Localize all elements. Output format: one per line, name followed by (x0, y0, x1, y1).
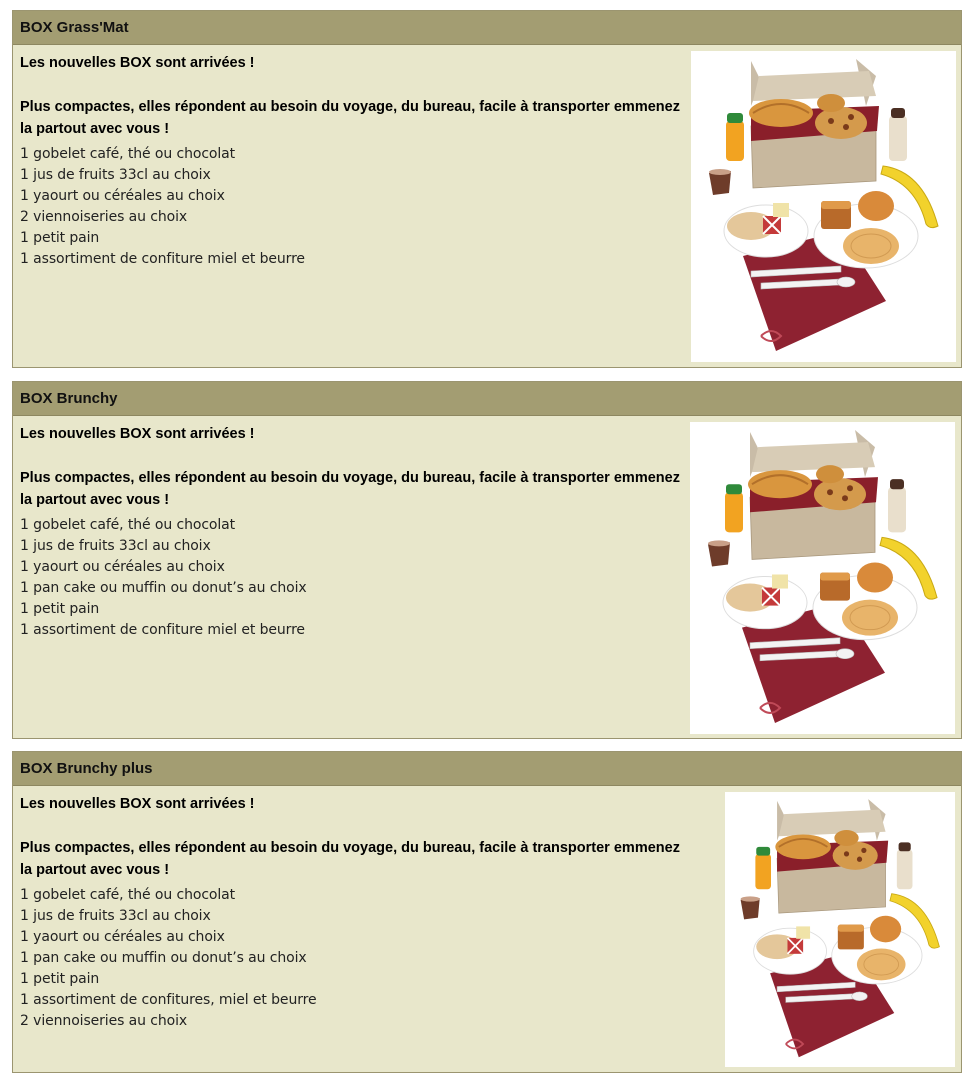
list-item: 1 petit pain (20, 971, 100, 987)
box-intro (20, 52, 685, 140)
box-title: BOX Grass'Mat (13, 11, 961, 45)
list-item: 1 yaourt ou céréales au choix (20, 559, 225, 575)
breakfast-box-photo (691, 51, 956, 362)
list-item: 1 jus de fruits 33cl au choix (20, 167, 211, 183)
list-item: 1 yaourt ou céréales au choix (20, 929, 225, 945)
list-item: 2 viennoiseries au choix (20, 209, 188, 225)
breakfast-box-photo (725, 792, 955, 1067)
list-item: 2 viennoiseries au choix (20, 1013, 188, 1029)
list-item: 1 petit pain (20, 601, 100, 617)
box-title: BOX Brunchy (13, 382, 961, 416)
box-headline: Les nouvelles BOX sont arrivées ! (20, 796, 255, 812)
list-item: 1 assortiment de confiture miel et beurre (20, 251, 305, 267)
list-item: 1 petit pain (20, 230, 100, 246)
list-item: 1 pan cake ou muffin ou donut’s au choix (20, 580, 307, 596)
box-description: Plus compactes, elles répondent au besoin du voyage, du bureau, facile à transporter emmenez la partout avec vous ! (20, 840, 680, 878)
list-item: 1 jus de fruits 33cl au choix (20, 908, 211, 924)
box-description: Plus compactes, elles répondent au besoin du voyage, du bureau, facile à transporter emmenez la partout avec vous ! (20, 470, 680, 508)
box-card-brunchy (12, 381, 962, 739)
box-card-brunchy-plus (12, 751, 962, 1073)
box-intro (20, 793, 685, 881)
box-headline: Les nouvelles BOX sont arrivées ! (20, 55, 255, 71)
list-item: 1 gobelet café, thé ou chocolat (20, 146, 236, 162)
box-intro (20, 423, 685, 511)
box-headline: Les nouvelles BOX sont arrivées ! (20, 426, 255, 442)
list-item: 1 yaourt ou céréales au choix (20, 188, 225, 204)
breakfast-box-photo (690, 422, 955, 734)
list-item: 1 gobelet café, thé ou chocolat (20, 517, 236, 533)
list-item: 1 gobelet café, thé ou chocolat (20, 887, 236, 903)
list-item: 1 jus de fruits 33cl au choix (20, 538, 211, 554)
list-item: 1 assortiment de confiture miel et beurre (20, 622, 305, 638)
box-description: Plus compactes, elles répondent au besoin du voyage, du bureau, facile à transporter emmenez la partout avec vous ! (20, 99, 680, 137)
box-title: BOX Brunchy plus (13, 752, 961, 786)
list-item: 1 pan cake ou muffin ou donut’s au choix (20, 950, 307, 966)
list-item: 1 assortiment de confitures, miel et beurre (20, 992, 317, 1008)
box-card-grassmat (12, 10, 962, 368)
